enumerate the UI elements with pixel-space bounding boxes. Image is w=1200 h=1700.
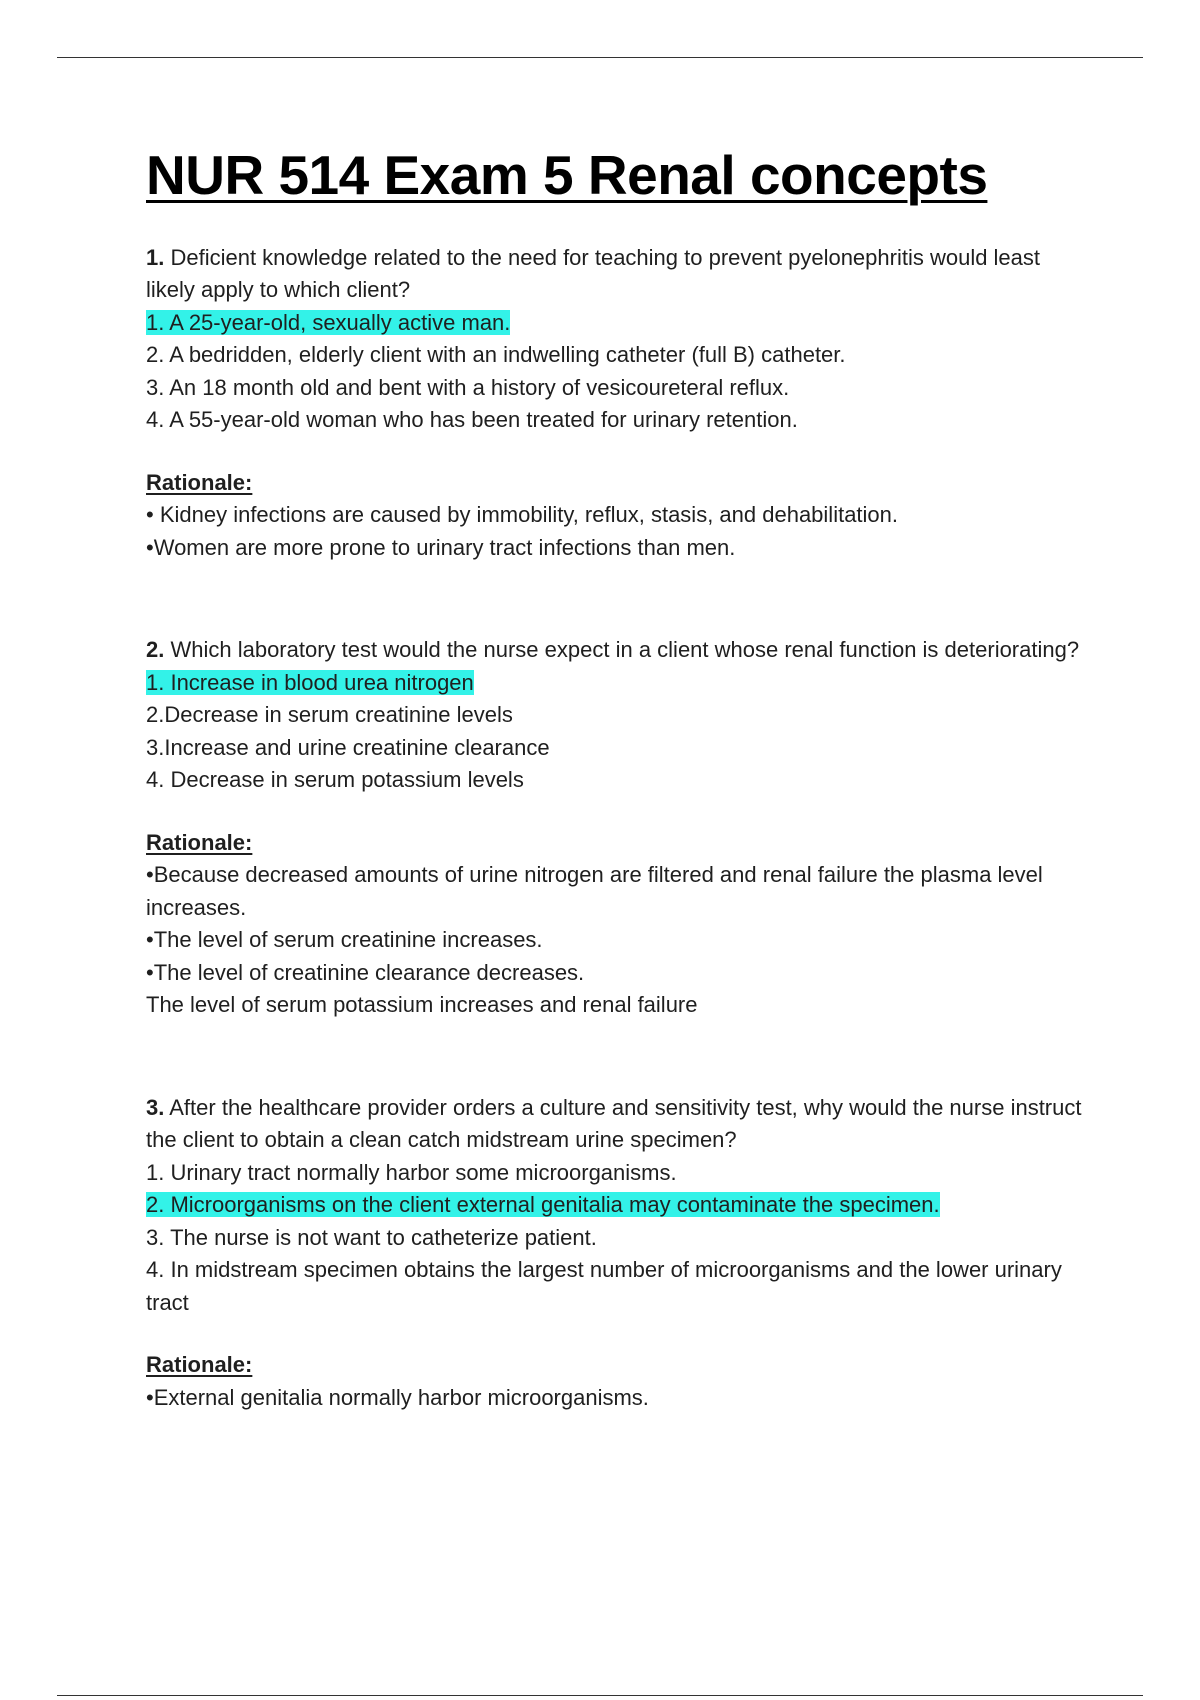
answer-option: 3.Increase and urine creatinine clearance	[146, 734, 550, 760]
answer-option	[146, 667, 1086, 700]
top-rule	[57, 57, 1143, 58]
question-prompt	[146, 242, 1086, 307]
answer-option: 3. An 18 month old and bent with a history of vesicoureteral reflux.	[146, 374, 790, 400]
question-number: 2.	[146, 637, 165, 662]
rationale-heading: Rationale:	[146, 1352, 253, 1377]
document-body	[146, 140, 1086, 1414]
rationale-heading: Rationale:	[146, 829, 253, 855]
correct-answer-highlight: 2. Microorganisms on the client external genitalia may contaminate the specimen.	[146, 1192, 940, 1217]
document-title: NUR 514 Exam 5 Renal concepts	[146, 144, 988, 206]
question-text: Deficient knowledge related to the need for teaching to prevent pyelonephritis would least likely apply to which client?	[146, 244, 1041, 302]
question-text: Which laboratory test would the nurse expect in a client whose renal function is deteriorating?	[164, 637, 1080, 662]
rationale-line: •The level of serum creatinine increases.	[146, 927, 543, 952]
correct-answer-highlight: 1. Increase in blood urea nitrogen	[146, 669, 474, 695]
bottom-rule	[57, 1695, 1143, 1696]
question-prompt	[146, 1092, 1086, 1157]
answer-option: 3. The nurse is not want to catheterize patient.	[146, 1224, 597, 1250]
rationale-line: The level of serum potassium increases and renal failure	[146, 992, 698, 1017]
question-2	[146, 634, 1086, 1022]
answer-option: 2. A bedridden, elderly client with an indwelling catheter (full B) catheter.	[146, 342, 846, 367]
question-text: After the healthcare provider orders a culture and sensitivity test, why would the nurse instruct the client to obtain a clean catch midstream urine specimen?	[146, 1094, 1082, 1152]
question-prompt	[146, 634, 1086, 667]
answer-option	[146, 307, 1086, 340]
rationale-line: •Because decreased amounts of urine nitrogen are filtered and renal failure the plasma level increases.	[146, 862, 1043, 920]
answer-option: 4. In midstream specimen obtains the largest number of microorganisms and the lower urinary tract	[146, 1257, 1062, 1315]
answer-option: 4. Decrease in serum potassium levels	[146, 767, 524, 792]
rationale-line: •Women are more prone to urinary tract infections than men.	[146, 534, 736, 560]
rationale-line: •The level of creatinine clearance decreases.	[146, 959, 585, 985]
question-number: 3.	[146, 1094, 165, 1120]
rationale-heading: Rationale:	[146, 469, 253, 495]
answer-option: 2.Decrease in serum creatinine levels	[146, 702, 513, 727]
correct-answer-highlight: 1. A 25-year-old, sexually active man.	[146, 309, 511, 335]
answer-option: 1. Urinary tract normally harbor some microorganisms.	[146, 1159, 677, 1185]
question-number: 1.	[146, 244, 165, 270]
question-3	[146, 1092, 1086, 1415]
rationale-line: • Kidney infections are caused by immobility, reflux, stasis, and dehabilitation.	[146, 502, 899, 527]
answer-option	[146, 1189, 1086, 1222]
answer-option: 4. A 55-year-old woman who has been treated for urinary retention.	[146, 407, 798, 432]
rationale-line: •External genitalia normally harbor microorganisms.	[146, 1384, 649, 1410]
question-1	[146, 242, 1086, 565]
